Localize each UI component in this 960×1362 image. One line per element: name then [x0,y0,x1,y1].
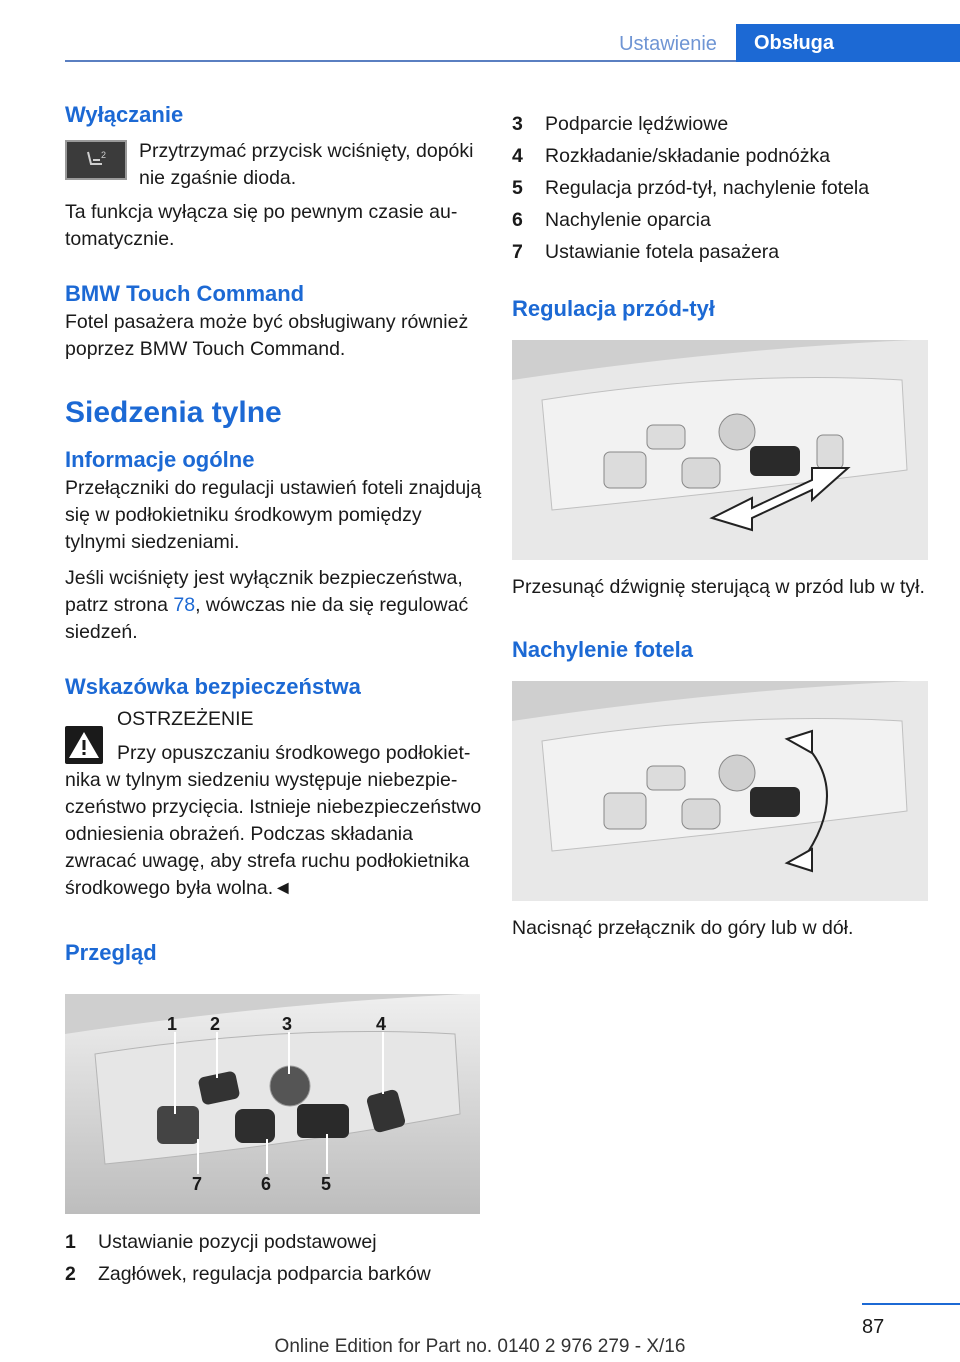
seat-memory-button-icon [65,140,127,180]
tilt-photo [512,681,928,901]
callout-3: 3 [282,1014,293,1034]
safety-switch-text: Jeśli wciśnięty jest wyłącznik bezpieczeństwa, patrz strona 78, wówczas nie da się regulować siedzeń. [65,567,469,643]
off-heading: Wyłączanie [65,102,184,127]
legend-item: 7 Ustawianie fotela pasażera [512,241,780,263]
off-instruction-row [65,134,485,192]
callout-2: 2 [210,1014,221,1034]
left-column [65,100,485,1290]
fore-aft-text: Przesunąć dźwignię sterującą w przód lub w tył. [512,576,925,598]
off-instruction: Przytrzymać przycisk wciśnięty, dopóki nie zgaśnie dioda. [139,140,474,189]
left-legend [65,1226,485,1290]
seat-tilt-adjustment-image [512,681,928,901]
callout-5: 5 [321,1174,332,1194]
overview-photo [65,994,480,1214]
warning-text: Przy opuszczaniu środkowego podłokietnika w tylnym siedzeniu występuje niebezpieczeństwo przycięcia. Istnieje niebezpieczeństwo odniesienia obrażeń. Podczas składania zwracać uwagę, aby strefa ruchu podłokietnika środkowego była wolna.◄ [65,742,482,899]
header-tab-section[interactable]: Ustawienie [619,33,717,55]
fore-aft-photo [512,340,928,560]
off-note: Ta funkcja wyłącza się po pewnym czasie automatycznie. [65,201,458,250]
right-column [512,108,932,942]
legend-item: 5 Regulacja przód-tył, nachylenie fotela [512,177,870,199]
general-heading: Informacje ogólne [65,447,255,472]
warning-title: OSTRZEŻENIE [117,708,254,730]
svg-text:2: 2 [101,150,107,160]
warning-block [65,706,485,902]
right-legend [512,108,932,268]
seat-controls-overview-image [65,994,480,1214]
tilt-text: Nacisnąć przełącznik do góry lub w dół. [512,917,854,939]
warning-triangle-icon [65,726,103,764]
page-number: 87 [862,1316,885,1338]
legend-item: 1 Ustawianie pozycji podstawowej [65,1231,377,1253]
rear-seats-heading: Siedzenia tylne [65,396,282,429]
legend-item: 2 Zagłówek, regulacja podparcia barków [65,1263,431,1285]
callout-7: 7 [192,1174,203,1194]
overview-heading: Przegląd [65,940,157,965]
header-tab-active[interactable]: Obsługa [736,24,960,62]
footer-rule [862,1303,960,1305]
tilt-heading: Nachylenie fotela [512,637,693,662]
callout-1: 1 [167,1014,178,1034]
fore-aft-adjustment-image [512,340,928,560]
legend-item: 6 Nachylenie oparcia [512,209,711,231]
touch-heading: BMW Touch Command [65,281,305,306]
fore-aft-heading: Regulacja przód-tył [512,296,715,321]
edition-line: Online Edition for Part no. 0140 2 976 279 - X/16 [274,1336,686,1357]
touch-text: Fotel pasażera może być obsługiwany również poprzez BMW Touch Command. [65,311,469,360]
legend-item: 4 Rozkładanie/składanie podnóżka [512,145,831,167]
legend-item: 3 Podparcie lędźwiowe [512,113,729,135]
safety-heading: Wskazówka bezpieczeństwa [65,674,361,699]
general-text: Przełączniki do regulacji ustawień foteli znajdują się w podłokietniku środkowym pomiędzy tylnymi siedzeniami. [65,477,482,553]
callout-6: 6 [261,1174,272,1194]
callout-4: 4 [376,1014,387,1034]
page-link[interactable]: 78 [173,594,196,616]
